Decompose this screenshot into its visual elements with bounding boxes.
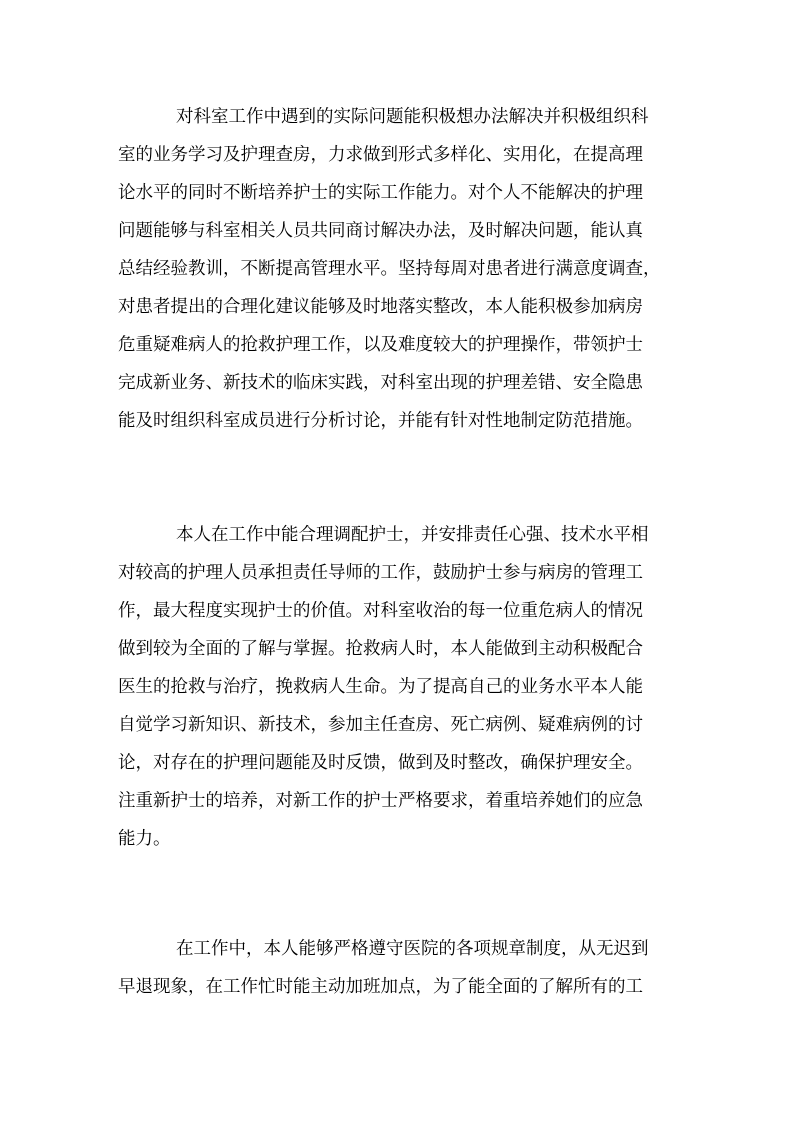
text-line: 对科室工作中遇到的实际问题能积极想办法解决并积极组织科 (176, 107, 649, 127)
paragraph-3 (118, 930, 688, 1006)
text-line: 对患者提出的合理化建议能够及时地落实整改，本人能积极参加病房 (118, 297, 643, 317)
text-line: 论，对存在的护理问题能及时反馈，做到及时整改，确保护理安全。 (118, 753, 643, 773)
text-line: 能力。 (118, 829, 171, 849)
text-line: 本人在工作中能合理调配护士，并安排责任心强、技术水平相 (176, 525, 649, 545)
text-line: 对较高的护理人员承担责任导师的工作，鼓励护士参与病房的管理工 (118, 563, 643, 583)
text-line: 早退现象，在工作忙时能主动加班加点，为了能全面的了解所有的工 (118, 977, 643, 997)
text-line: 自觉学习新知识、新技术，参加主任查房、死亡病例、疑难病例的讨 (118, 715, 643, 735)
text-line: 问题能够与科室相关人员共同商讨解决办法，及时解决问题，能认真 (118, 221, 643, 241)
text-line: 总结经验教训，不断提高管理水平。坚持每周对患者进行满意度调查， (118, 259, 661, 279)
paragraph-1 (118, 98, 688, 440)
text-line: 能及时组织科室成员进行分析讨论，并能有针对性地制定防范措施。 (118, 411, 643, 431)
text-line: 论水平的同时不断培养护士的实际工作能力。对个人不能解决的护理 (118, 183, 643, 203)
text-line: 注重新护士的培养，对新工作的护士严格要求，着重培养她们的应急 (118, 791, 643, 811)
text-line: 在工作中，本人能够严格遵守医院的各项规章制度，从无迟到 (176, 939, 649, 959)
text-line: 做到较为全面的了解与掌握。抢救病人时，本人能做到主动积极配合 (118, 639, 643, 659)
text-line: 完成新业务、新技术的临床实践，对科室出现的护理差错、安全隐患 (118, 373, 643, 393)
text-line: 室的业务学习及护理查房，力求做到形式多样化、实用化，在提高理 (118, 145, 643, 165)
paragraph-2 (118, 516, 688, 858)
text-line: 危重疑难病人的抢救护理工作，以及难度较大的护理操作，带领护士 (118, 335, 643, 355)
text-line: 医生的抢救与治疗，挽救病人生命。为了提高自己的业务水平本人能 (118, 677, 643, 697)
text-line: 作，最大程度实现护士的价值。对科室收治的每一位重危病人的情况 (118, 601, 643, 621)
